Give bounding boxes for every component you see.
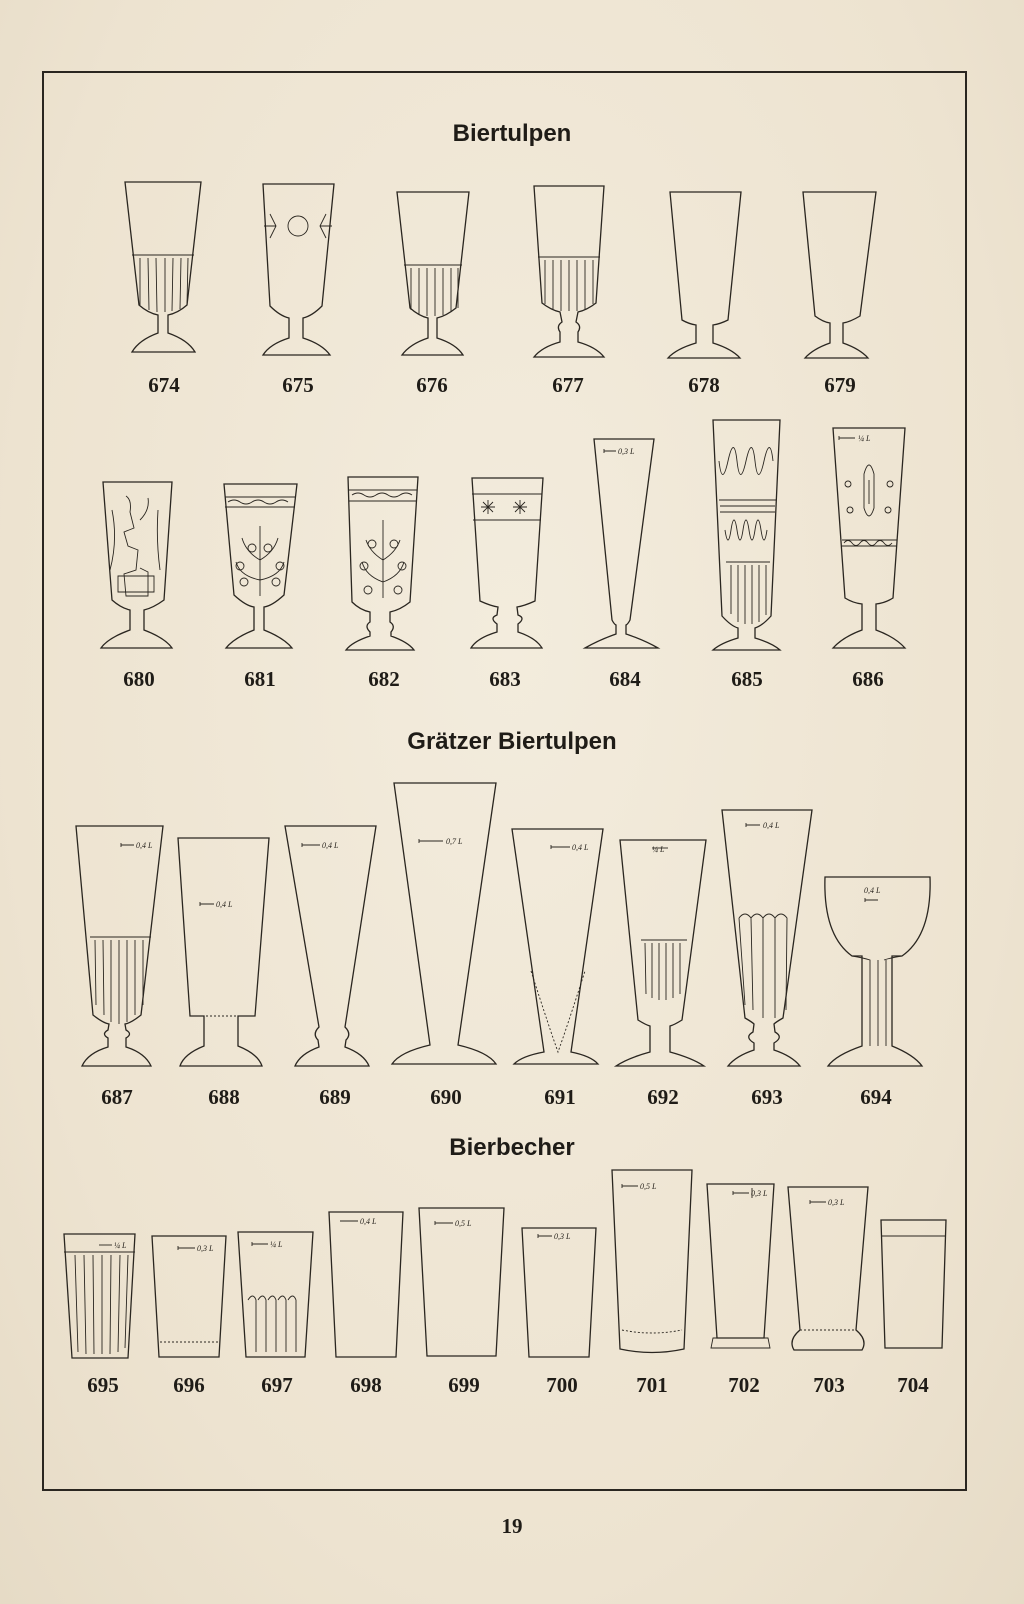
glass-678-drawing: [668, 192, 741, 358]
item-number-695: 695: [87, 1373, 119, 1397]
glass-696-drawing: [152, 1236, 226, 1357]
glass-687-drawing: [76, 826, 163, 1066]
glass-685-drawing: [713, 420, 780, 650]
volume-684: 0,3 L: [618, 447, 635, 456]
item-number-685: 685: [731, 667, 763, 691]
glass-694-drawing: [825, 877, 930, 1066]
item-number-702: 702: [728, 1373, 760, 1397]
glass-698-drawing: [329, 1212, 403, 1357]
volume-696: 0,3 L: [197, 1244, 214, 1253]
item-number-701: 701: [636, 1373, 668, 1397]
item-number-693: 693: [751, 1085, 783, 1109]
section-title-graetzer-biertulpen: Grätzer Biertulpen: [407, 728, 617, 755]
glass-688-drawing: [178, 838, 269, 1066]
item-number-677: 677: [552, 373, 584, 397]
item-number-678: 678: [688, 373, 720, 397]
glass-686-drawing: [833, 428, 905, 648]
item-number-674: 674: [148, 373, 180, 397]
item-number-687: 687: [101, 1085, 133, 1109]
glass-701-drawing: [612, 1170, 692, 1353]
volume-698: 0,4 L: [360, 1217, 377, 1226]
glass-674-drawing: [125, 182, 201, 352]
item-number-676: 676: [416, 373, 448, 397]
volume-693: 0,4 L: [763, 821, 780, 830]
volume-688: 0,4 L: [216, 900, 233, 909]
glass-681-drawing: [224, 484, 297, 648]
volume-691: 0,4 L: [572, 843, 589, 852]
section-title-biertulpen: Biertulpen: [452, 120, 572, 147]
glass-700-drawing: [522, 1228, 596, 1357]
volume-687: 0,4 L: [136, 841, 153, 850]
item-number-688: 688: [208, 1085, 240, 1109]
item-number-675: 675: [282, 373, 314, 397]
glass-702-drawing: [707, 1184, 774, 1348]
item-number-697: 697: [261, 1373, 293, 1397]
glass-691-drawing: [512, 829, 603, 1064]
glass-675-drawing: [263, 184, 334, 355]
item-number-684: 684: [609, 667, 641, 691]
item-number-703: 703: [813, 1373, 845, 1397]
volume-700: 0,3 L: [554, 1232, 571, 1241]
volume-697: ¼ L: [270, 1240, 283, 1249]
volume-689: 0,4 L: [322, 841, 339, 850]
section-title-bierbecher: Bierbecher: [449, 1134, 575, 1161]
item-number-681: 681: [244, 667, 276, 691]
glass-689-drawing: [285, 826, 376, 1066]
volume-686: ¼ L: [858, 434, 871, 443]
glass-697-drawing: [238, 1232, 313, 1357]
glass-695-drawing: [64, 1234, 135, 1358]
glass-703-drawing: [788, 1187, 868, 1350]
item-number-683: 683: [489, 667, 521, 691]
glass-676-drawing: [397, 192, 469, 355]
item-number-690: 690: [430, 1085, 462, 1109]
glass-704-drawing: [881, 1220, 946, 1348]
item-number-689: 689: [319, 1085, 351, 1109]
item-number-682: 682: [368, 667, 400, 691]
volume-699: 0,5 L: [455, 1219, 472, 1228]
glass-690-drawing: [392, 783, 496, 1064]
glass-699-drawing: [419, 1208, 504, 1356]
item-number-704: 704: [897, 1373, 929, 1397]
glass-677-drawing: [534, 186, 604, 357]
volume-701: 0,5 L: [640, 1182, 657, 1191]
volume-694: 0,4 L: [864, 886, 881, 895]
glass-679-drawing: [803, 192, 876, 358]
glass-680-drawing: [101, 482, 172, 648]
page-number: 19: [501, 1514, 523, 1538]
glass-682-drawing: [346, 477, 418, 650]
item-number-700: 700: [546, 1373, 578, 1397]
item-number-686: 686: [852, 667, 884, 691]
glass-693-drawing: [722, 810, 812, 1066]
volume-692: ¼ L: [652, 845, 665, 854]
item-number-691: 691: [544, 1085, 576, 1109]
item-number-692: 692: [647, 1085, 679, 1109]
volume-703: 0,3 L: [828, 1198, 845, 1207]
item-number-698: 698: [350, 1373, 382, 1397]
glass-684-drawing: [585, 439, 658, 648]
glass-692-drawing: [616, 840, 706, 1066]
item-number-699: 699: [448, 1373, 480, 1397]
item-number-696: 696: [173, 1373, 205, 1397]
item-number-680: 680: [123, 667, 155, 691]
item-number-694: 694: [860, 1085, 892, 1109]
volume-690: 0,7 L: [446, 837, 463, 846]
volume-695: ¼ L: [114, 1241, 127, 1250]
glass-683-drawing: [471, 478, 543, 648]
item-number-679: 679: [824, 373, 856, 397]
volume-702: 0,3 L: [751, 1189, 768, 1198]
